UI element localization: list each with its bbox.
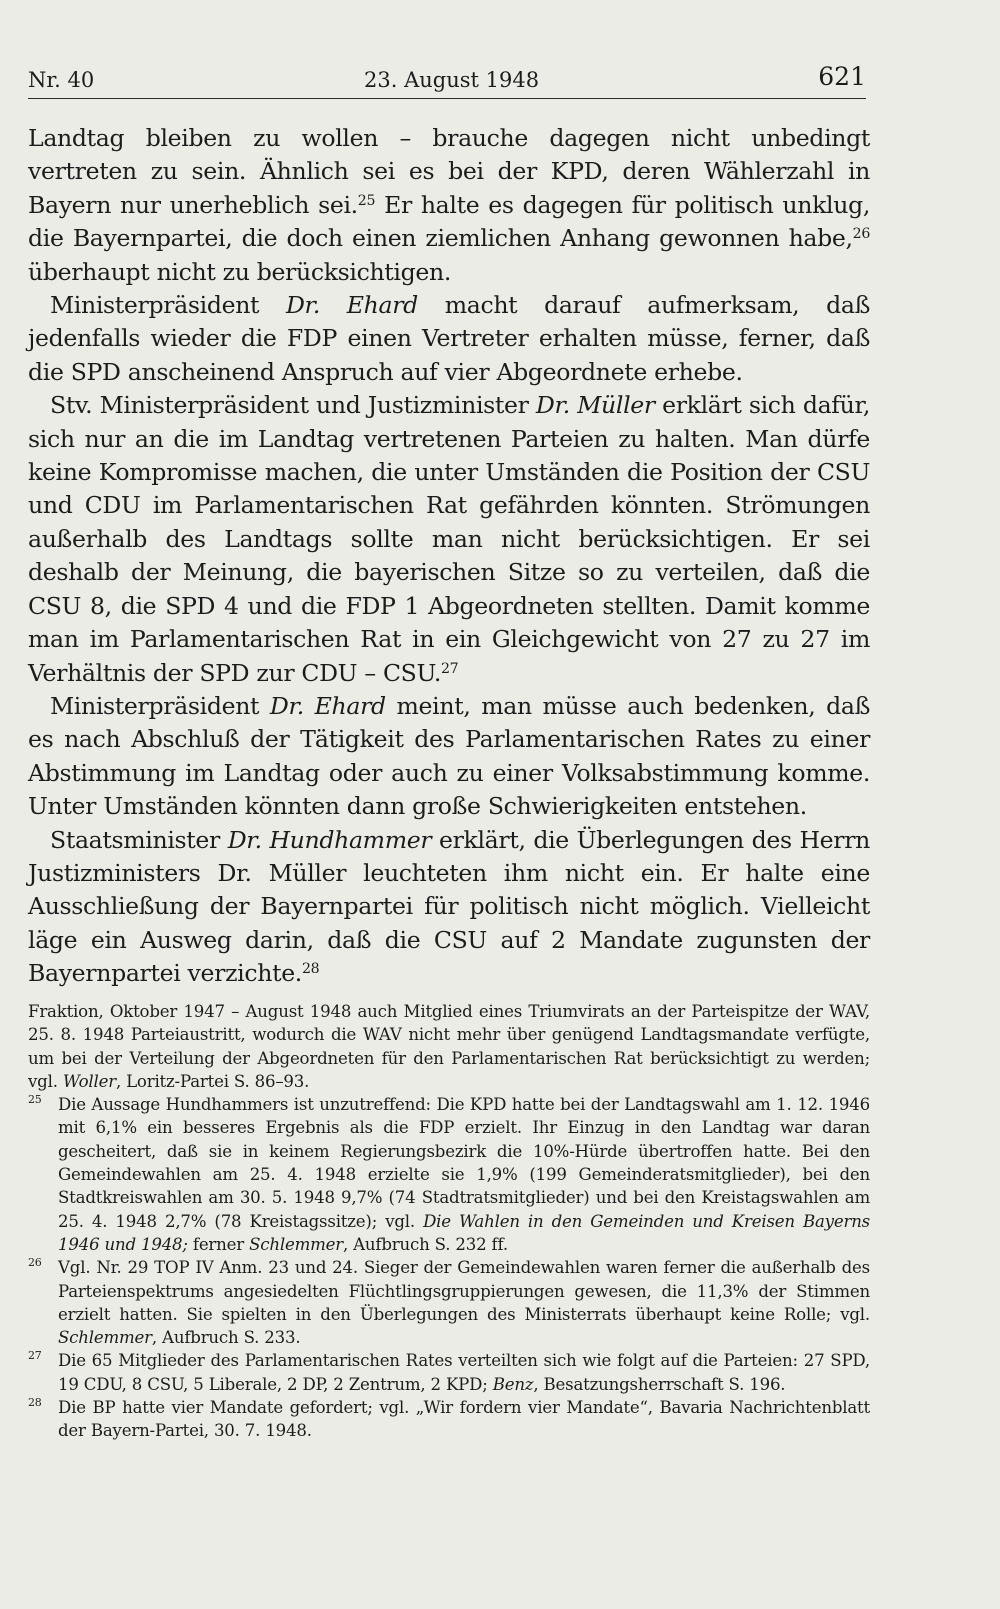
- text-run: Die Aussage Hundhammers ist unzutreffend: Die KPD hatte bei der Landtagswahl am 1. 12. 1946 mit 6,1% ein besseres Ergebnis als die FDP erzielt. Ihr Einzug in den Landtag war daran gescheitert, daß sie in keinem Regierungsbezirk die 10%-Hürde übertroffen hatte. Bei den Gemeindewahlen am 25. 4. 1948 erzielte sie 1,9% (199 Gemeinderatsmitglieder), bei den Stadtkreiswahlen am 30. 5. 1948 9,7% (74 Stadtratsmitglieder) und bei den Kreistagswahlen am 25. 4. 1948 2,7% (78 Kreistagssitze); vgl.: [58, 1095, 870, 1231]
- footnote-text: Die BP hatte vier Mandate gefordert; vgl. „Wir fordern vier Mandate“, Bavaria Nachrichtenblatt der Bayern-Partei, 30. 7. 1948.: [58, 1398, 870, 1441]
- text-run: überhaupt nicht zu berücksichtigen.: [28, 257, 451, 286]
- footnote-continuation: [28, 1000, 870, 1093]
- text-run: Ministerpräsident: [50, 291, 286, 320]
- footnote-number: 28: [28, 1396, 42, 1410]
- text-run: Ministerpräsident: [50, 691, 270, 720]
- header-date: 23. August 1948: [364, 68, 540, 92]
- speaker-name: Dr. Ehard: [285, 291, 418, 320]
- speaker-name: Dr. Hundhammer: [227, 825, 432, 854]
- speaker-name: Dr. Müller: [535, 391, 655, 420]
- cited-title: Die Wahlen in den Gemeinden und Kreisen Bayerns 1946 und 1948;: [58, 1211, 870, 1254]
- footnote-number: 25: [28, 1093, 42, 1107]
- footnote-ref-25: 25: [357, 193, 376, 210]
- text-run: erklärt sich dafür, sich nur an die im Landtag vertretenen Parteien zu halten. Man dürfe keine Kompromisse machen, die unter Umständen die Position der CSU und CDU im Parlamentarischen Rat gefährden könnten. Strömungen außerhalb des Landtags sollte man nicht berücksichtigen. Er sei deshalb der Meinung, die bayerischen Sitze so zu verteilen, daß die CSU 8, die SPD 4 und die FDP 1 Abgeordneten stellten. Damit komme man im Parlamentarischen Rat in ein Gleichgewicht von 27 zu 27 im Verhältnis der SPD zur CDU – CSU.: [28, 391, 870, 687]
- footnote-ref-27: 27: [441, 660, 459, 677]
- text-run: Staatsminister: [50, 825, 228, 854]
- author-name: Schlemmer: [249, 1234, 343, 1254]
- footnote-ref-26: 26: [852, 226, 870, 243]
- author-name: Benz: [492, 1374, 534, 1394]
- footnotes: [28, 1000, 870, 1443]
- text-run: erklärt, die Überlegungen des Herrn Justizministers Dr. Müller leuchteten ihm nicht ein. Er halte eine Ausschließung der Bayernpartei für politisch nicht möglich. Vielleicht läge ein Ausweg darin, daß die CSU auf 2 Mandate zugunsten der Bayernpartei verzichte.: [28, 825, 870, 988]
- text-run: ferner: [187, 1234, 250, 1254]
- text-run: , Besatzungsherrschaft S. 196.: [533, 1374, 786, 1394]
- paragraph-5: [28, 824, 870, 991]
- footnote-28: [28, 1396, 870, 1443]
- text-run: Fraktion, Oktober 1947 – August 1948 auch Mitglied eines Triumvirats an der Parteispitze der WAV, 25. 8. 1948 Parteiaustritt, wodurch die WAV nicht mehr über genügend Landtagsmandate verfügte, um bei der Verteilung der Abgeordneten für den Parlamentarischen Rat berücksichtigt zu werden; vgl.: [28, 1002, 870, 1091]
- author-name: Schlemmer: [58, 1328, 152, 1348]
- footnote-number: 26: [28, 1256, 42, 1270]
- text-run: Die 65 Mitglieder des Parlamentarischen Rates verteilten sich wie folgt auf die Parteien: 27 SPD, 19 CDU, 8 CSU, 5 Liberale, 2 DP, 2 Zentrum, 2 KPD;: [58, 1351, 870, 1394]
- text-run: Vgl. Nr. 29 TOP IV Anm. 23 und 24. Sieger der Gemeindewahlen waren ferner die außerhalb des Parteienspektrums angesiedelten Flüchtlingsgruppierungen gewesen, die 11,3% der Stimmen erzielt hatten. Sie spielten in den Überlegungen des Ministerrats überhaupt keine Rolle; vgl.: [58, 1258, 870, 1324]
- footnote-26: [28, 1256, 870, 1349]
- text-run: Stv. Ministerpräsident und Justizminister: [50, 391, 536, 420]
- author-name: Woller: [62, 1071, 116, 1091]
- footnote-text: [58, 1093, 870, 1256]
- paragraph-4: [28, 690, 870, 824]
- paragraph-2: [28, 289, 870, 389]
- footnote-text: [58, 1349, 870, 1396]
- footnote-number: 27: [28, 1349, 42, 1363]
- text-run: macht darauf aufmerksam, daß jedenfalls wieder die FDP einen Vertreter erhalten müsse, ferner, daß die SPD anscheinend Anspruch auf vier Abgeordnete erhebe.: [28, 291, 870, 386]
- text-run: , Aufbruch S. 232 ff.: [343, 1234, 508, 1254]
- running-header: [28, 58, 866, 99]
- text-run: , Loritz-Partei S. 86–93.: [115, 1071, 310, 1091]
- text-run: meint, man müsse auch bedenken, daß es nach Abschluß der Tätigkeit des Parlamentarischen Rates zu einer Abstimmung im Landtag oder auch zu einer Volksabstimmung komme. Unter Umständen könnten dann große Schwierigkeiten entstehen.: [28, 691, 870, 821]
- main-text: [28, 122, 870, 991]
- text-run: , Aufbruch S. 233.: [151, 1328, 301, 1348]
- footnote-text: [58, 1256, 870, 1349]
- paragraph-1: [28, 122, 870, 289]
- text-run: Er halte es dagegen für politisch unklug, die Bayernpartei, die doch einen ziemlichen Anhang gewonnen habe,: [28, 190, 870, 253]
- footnote-27: [28, 1349, 870, 1396]
- speaker-name: Dr. Ehard: [269, 691, 386, 720]
- text-run: Landtag bleiben zu wollen – brauche dagegen nicht unbedingt vertreten zu sein. Ähnlich sei es bei der KPD, deren Wählerzahl in Bayern nur unerheblich sei.: [28, 124, 870, 219]
- paragraph-3: [28, 389, 870, 690]
- footnote-25: [28, 1093, 870, 1256]
- document-number: Nr. 40: [28, 68, 95, 92]
- page-number: 621: [818, 62, 866, 91]
- footnote-ref-28: 28: [301, 961, 320, 978]
